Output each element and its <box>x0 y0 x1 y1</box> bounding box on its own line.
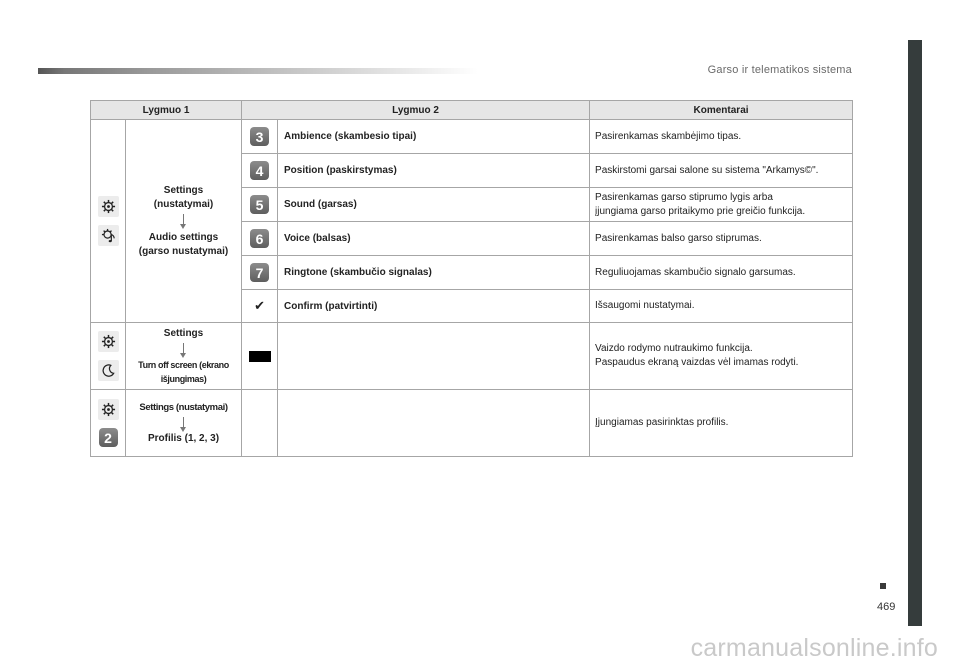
down-arrow-icon <box>183 417 184 428</box>
section-title: Garso ir telematikos sistema <box>707 64 852 76</box>
settings-table <box>90 100 853 457</box>
page-marker <box>880 583 886 589</box>
level1-profile-text: Profilis (1, 2, 3) <box>147 432 220 444</box>
comment-cell: Įjungiamas pasirinktas profilis. <box>590 390 853 457</box>
header-comments: Komentarai <box>590 101 853 120</box>
level2-label: Sound (garsas) <box>278 188 590 222</box>
level2-label: Confirm (patvirtinti) <box>278 290 590 323</box>
table-row <box>91 120 853 154</box>
level1-label-audio-settings <box>126 120 242 323</box>
header-level2: Lygmuo 2 <box>242 101 590 120</box>
settings-gear-icon <box>98 196 119 217</box>
level2-label: Voice (balsas) <box>278 222 590 256</box>
level1-icons <box>91 390 126 457</box>
table-row <box>91 390 853 457</box>
number-badge: 2 <box>99 428 118 447</box>
black-screen-icon <box>249 351 271 362</box>
settings-gear-icon <box>98 331 119 352</box>
level1-settings-subtext: (nustatymai) <box>153 198 214 210</box>
page-edge-bar <box>908 40 922 626</box>
level1-icons <box>91 323 126 390</box>
comment-cell: Paskirstomi garsai salone su sistema "Arkamys©". <box>590 154 853 188</box>
comment-cell: Reguliuojamas skambučio signalo garsumas. <box>590 256 853 290</box>
moon-icon <box>98 360 119 381</box>
level1-settings-text: Settings (nustatymai) <box>139 401 228 413</box>
settings-gear-icon <box>98 399 119 420</box>
comment-cell: Pasirenkamas garso stiprumo lygis arba įjungiama garso pritaikymo prie greičio funkcija. <box>590 188 853 222</box>
number-badge: 3 <box>250 127 269 146</box>
level1-settings-text: Settings <box>163 327 204 339</box>
level1-audio-subtext: (garso nustatymai) <box>138 245 229 257</box>
level2-label: Ambience (skambesio tipai) <box>278 120 590 154</box>
number-badge: 5 <box>250 195 269 214</box>
down-arrow-icon <box>183 214 184 225</box>
header-level1: Lygmuo 1 <box>91 101 242 120</box>
level1-icons <box>91 120 126 323</box>
watermark: carmanualsonline.info <box>690 634 938 662</box>
comment-cell: Pasirenkamas skambėjimo tipas. <box>590 120 853 154</box>
header-gradient-bar <box>38 68 478 74</box>
number-badge: 4 <box>250 161 269 180</box>
level1-label-turn-off-screen <box>126 323 242 390</box>
level2-label: Ringtone (skambučio signalas) <box>278 256 590 290</box>
level2-label: Position (paskirstymas) <box>278 154 590 188</box>
down-arrow-icon <box>183 343 184 354</box>
comment-cell: Pasirenkamas balso garso stiprumas. <box>590 222 853 256</box>
level1-turnoff-text: Turn off screen (ekrano išjungimas) <box>138 359 229 384</box>
table-header-row <box>91 101 853 120</box>
number-badge: 7 <box>250 263 269 282</box>
checkmark-icon: ✔ <box>254 298 265 313</box>
level1-settings-text: Settings <box>163 184 204 196</box>
level1-label-profile <box>126 390 242 457</box>
audio-settings-icon <box>98 225 119 246</box>
page-number: 469 <box>877 601 896 613</box>
comment-cell: Vaizdo rodymo nutraukimo funkcija. Paspaudus ekraną vaizdas vėl imamas rodyti. <box>590 323 853 390</box>
level1-audio-text: Audio settings <box>148 231 219 243</box>
comment-cell: Išsaugomi nustatymai. <box>590 290 853 323</box>
table-row <box>91 323 853 390</box>
number-badge: 6 <box>250 229 269 248</box>
